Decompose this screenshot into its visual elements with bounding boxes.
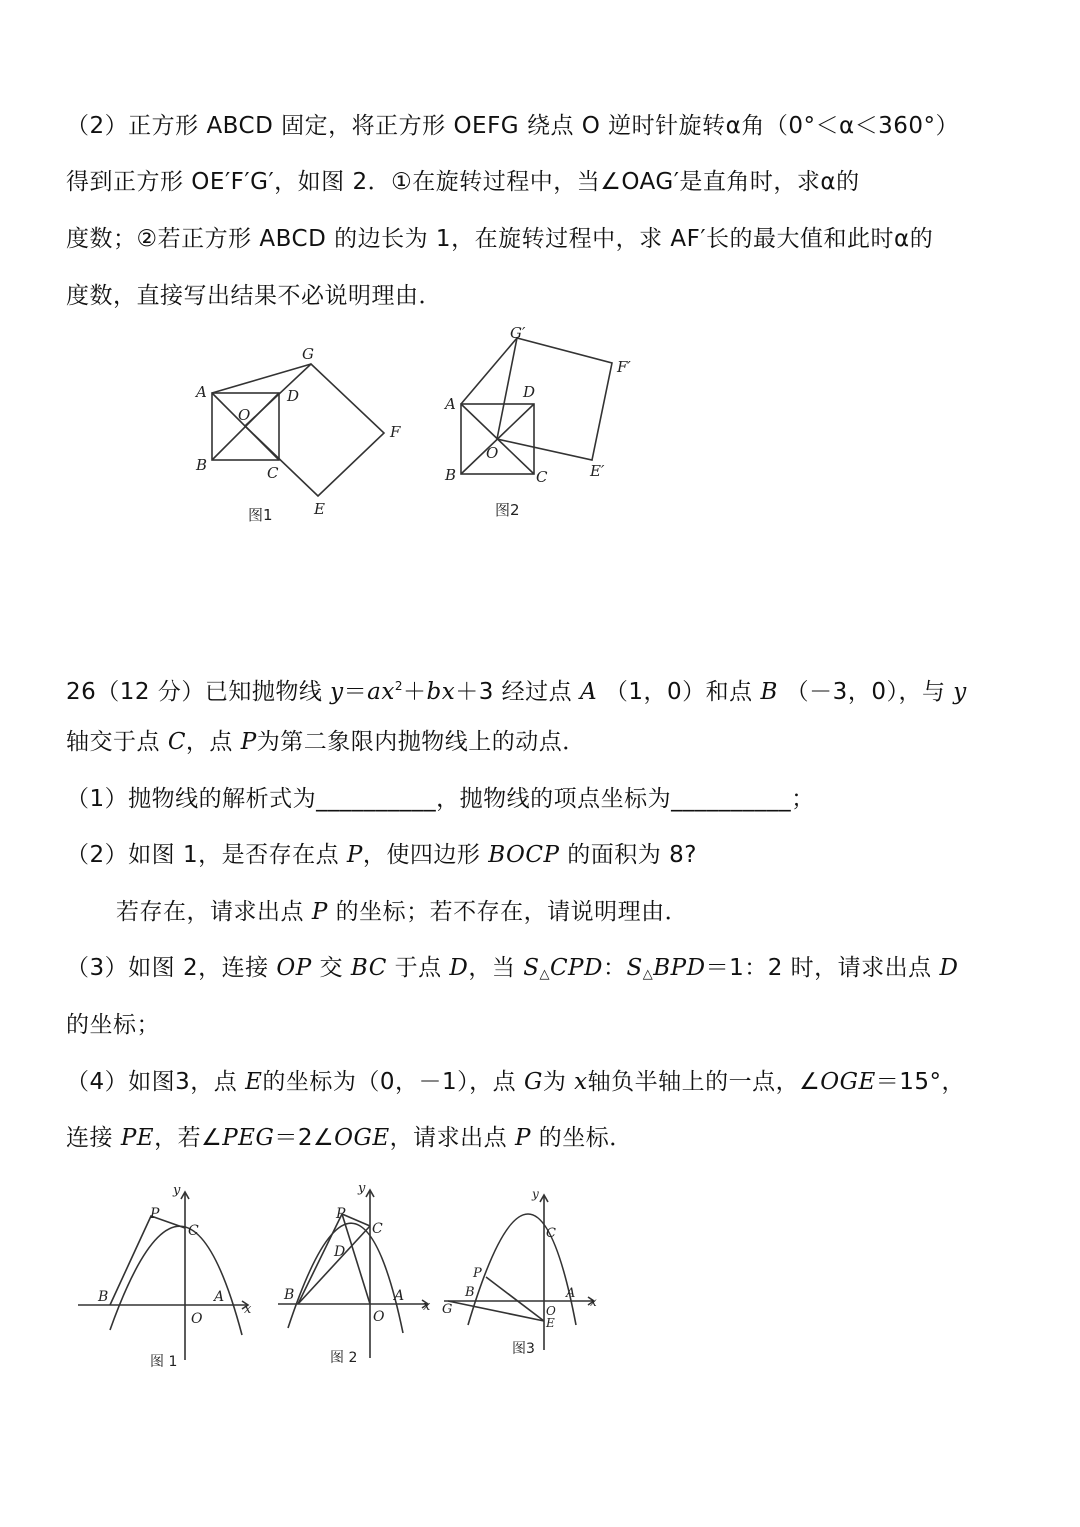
q26-part-3b: 的坐标； [66,1012,160,1038]
fig1-label-G: G [302,345,314,363]
par3-caption: 图3 [512,1341,535,1357]
fig2-label-E: E′ [590,462,605,480]
p3-D: D [449,955,469,981]
q26-part-1: （1）抛物线的解析式为__________，抛物线的项点坐标为__________； [66,786,815,812]
p3-tri1: △ [539,967,550,982]
par2-label-P: P [336,1206,346,1222]
p3-pre: （3）如图 2，连接 [66,955,277,981]
par1-caption: 图 1 [150,1354,178,1370]
p3-BC: BC [350,955,387,981]
func-bx: bx [426,679,456,705]
par2-caption: 图 2 [330,1350,358,1366]
square-figure-1-lines [212,364,384,496]
square-figure-2 [430,320,650,530]
par3-label-C: C [546,1226,556,1241]
parabola-figure-3 [438,1185,608,1365]
p4b-post: 的坐标． [530,1125,633,1151]
par3-label-P: P [473,1266,482,1281]
p4b-mid: ，若∠ [154,1125,223,1151]
fig1-label-B: B [196,456,208,474]
p4b-PEG: PEG [222,1125,275,1151]
axis-y: y [953,679,967,705]
p4-mid2: 为 [542,1069,575,1095]
p3-D2: D [939,955,959,981]
func-ax: ax [367,679,395,705]
q26-head-text: 26（12 分）已知抛物线 [66,679,331,705]
p4-pre: （4）如图3，点 [66,1069,246,1095]
fig2-label-D: D [523,383,536,401]
par2-label-D: D [334,1244,346,1260]
par1-label-O: O [191,1311,203,1327]
q25-line-2: 得到正方形 OE′F′G′，如图 2．①在旋转过程中，当∠OAG′是直角时，求α的 [66,169,860,195]
p4-OGE: OGE [820,1069,876,1095]
p3-mid1: 交 [311,955,351,981]
p2b-P: P [311,899,328,925]
p3-BPD: BPD [653,955,706,981]
par2-label-y: y [358,1181,366,1196]
exponent-2: 2 [394,679,403,693]
par1-label-C: C [188,1223,199,1239]
p2-pre: （2）如图 1，是否存在点 [66,842,347,868]
par3-label-O: O [546,1304,556,1318]
p4b-OGE: OGE [334,1125,390,1151]
q25-line-3: 度数；②若正方形 ABCD 的边长为 1，在旋转过程中，求 AF′长的最大值和此时α的 [66,226,934,252]
par1-label-x: x [244,1302,252,1317]
fig1-caption: 图1 [248,506,273,524]
p3-mid3: ，当 [468,955,524,981]
p3-ratio: ＝1：2 时，请求出点 [705,955,940,981]
q25-line-1: （2）正方形 ABCD 固定，将正方形 OEFG 绕点 O 逆时针旋转α角（0°＜α＜360°） [66,113,960,139]
point-P: P [240,729,257,755]
p4b-pre: 连接 [66,1125,121,1151]
p3-tri2: △ [642,967,654,982]
par2-label-A: A [394,1288,405,1304]
q26-part-4 [66,1066,965,1098]
fig2-caption: 图2 [495,501,520,519]
coord-B: （－3，0），与 [777,679,954,705]
q26-line2-post: 为第二象限内抛物线上的动点． [256,729,586,755]
q26-part-4b [66,1122,633,1154]
fig2-label-B: B [445,466,457,484]
p4-x: x [574,1069,588,1095]
par3-label-B: B [465,1285,475,1300]
p4-E: E [245,1069,263,1095]
p4-mid3: 轴负半轴上的一点，∠ [587,1069,821,1095]
par2-label-O: O [373,1309,385,1325]
p2b-post: 的坐标；若不存在，请说明理由． [327,899,689,925]
q26-part-2 [66,839,697,871]
par3-label-x: x [590,1295,597,1309]
par3-lines [444,1195,594,1350]
p4b-P: P [514,1125,531,1151]
q26-line-2 [66,726,586,758]
fig1-label-C: C [267,464,279,482]
coord-A: （1，0）和点 [597,679,761,705]
fig1-label-D: D [287,387,300,405]
point-A: A [579,679,598,705]
par2-label-C: C [372,1221,383,1237]
par2-label-x: x [423,1299,431,1314]
parabola-figure-2 [270,1178,440,1373]
fig2-label-C: C [536,468,548,486]
point-C: C [167,729,186,755]
q25-line-4: 度数，直接写出结果不必说明理由． [66,283,442,309]
fig2-label-F: F′ [617,358,631,376]
func-y: y [330,679,344,705]
par3-label-E: E [546,1316,555,1330]
par1-label-P: P [150,1206,160,1222]
const-text: ＋3 经过点 [455,679,580,705]
par3-label-G: G [442,1302,453,1317]
q26-line2-pre: 轴交于点 [66,729,168,755]
par1-label-A: A [214,1289,225,1305]
par1-label-y: y [173,1183,181,1198]
q26-line2-mid: ，点 [185,729,241,755]
p4-G: G [523,1069,543,1095]
plus-sign: ＋ [402,679,427,705]
par2-lines [278,1190,428,1358]
fig2-label-A: A [445,395,456,413]
p4b-PE: PE [120,1125,155,1151]
par3-label-A: A [566,1286,576,1301]
p2b-pre: 若存在，请求出点 [116,899,312,925]
p2-P: P [346,842,363,868]
p4-post: ＝15°， [875,1069,966,1095]
p3-CPD: CPD [549,955,603,981]
eq-sign: ＝ [343,679,368,705]
point-B: B [760,679,778,705]
p2-BOCP: BOCP [488,842,560,868]
fig1-label-A: A [196,383,207,401]
fig2-label-G: G′ [510,324,526,342]
p3-S2: S [626,955,643,981]
square-figure-2-lines [461,338,612,474]
p4b-mid2: ，请求出点 [389,1125,515,1151]
q26-part-3 [66,952,958,991]
q26-line-1 [66,670,967,708]
par3-label-y: y [532,1187,539,1201]
par1-lines [78,1192,248,1360]
fig2-label-O: O [486,444,499,462]
fig1-label-O: O [238,406,251,424]
p3-OP: OP [276,955,312,981]
p2-post: 的面积为 8? [559,842,697,868]
fig1-label-E: E [314,500,325,518]
p3-S1: S [523,955,540,981]
p2-mid: ，使四边形 [362,842,489,868]
parabola-figure-1 [70,1180,260,1375]
square-figure-1 [180,330,420,530]
par1-label-B: B [98,1289,109,1305]
par2-label-B: B [284,1287,295,1303]
p3-mid2: 于点 [386,955,450,981]
q26-part-2b [116,896,688,928]
fig1-label-F: F [390,423,401,441]
p3-colon: ： [602,955,627,981]
p4-mid1: 的坐标为（0，－1），点 [262,1069,524,1095]
p4b-eq: ＝2∠ [274,1125,335,1151]
